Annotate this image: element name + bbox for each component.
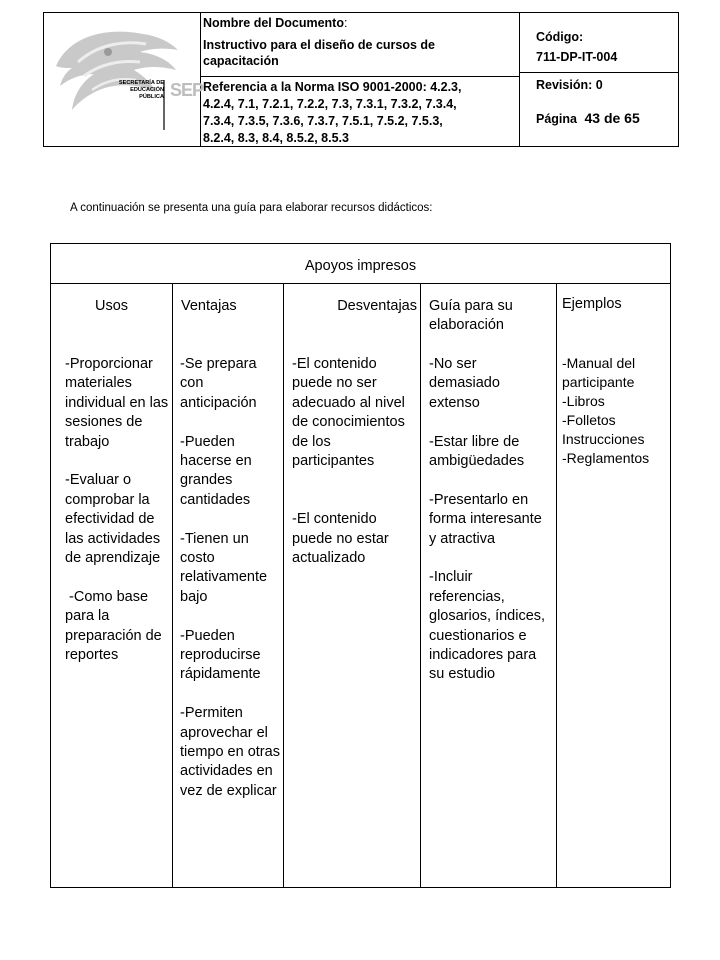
column-header-usos: Usos — [94, 298, 129, 314]
list-item: -Presentarlo en forma interesante y atractiva — [429, 491, 542, 547]
list-item: -Pueden hacerse en grandes cantidades — [180, 433, 252, 508]
iso-reference-block — [203, 79, 515, 147]
iso-reference-line: Referencia a la Norma ISO 9001-2000: 4.2.3, — [203, 80, 462, 94]
iso-reference-line: 8.2.4, 8.3, 8.4, 8.5.2, 8.5.3 — [203, 131, 349, 145]
table-border-top — [50, 243, 671, 244]
list-item: -Manual del participante — [562, 355, 636, 390]
table-title-divider — [50, 283, 671, 284]
page-label: Página — [536, 112, 577, 126]
desventajas-cell — [292, 355, 416, 588]
iso-reference-line: 7.3.4, 7.3.5, 7.3.6, 7.3.7, 7.5.1, 7.5.2, 7.5.3, — [203, 114, 443, 128]
table-col-divider — [283, 283, 284, 888]
column-header-ejemplos: Ejemplos — [562, 296, 622, 312]
header-right-divider — [519, 72, 678, 73]
logo-institution-text: SECRETARÍA DE EDUCACIÓN PÚBLICA — [118, 80, 164, 100]
list-item: -El contenido puede no ser adecuado al nivel de conocimientos de los participantes — [292, 356, 405, 470]
header-divider-2 — [519, 12, 520, 147]
list-item: -Incluir referencias, glosarios, índices, cuestionarios e indicadores para su estudio — [429, 569, 546, 683]
guia-cell — [429, 355, 547, 704]
list-item: -Proporcionar materiales individual en las sesiones de trabajo — [65, 356, 169, 450]
table-title: Apoyos impresos — [304, 258, 417, 274]
page-value: 43 de 65 — [584, 110, 640, 126]
logo-sep-text: SEP — [170, 80, 204, 100]
list-item: -Permiten aprovechar el tiempo en otras actividades en vez de explicar — [180, 705, 280, 799]
header-border-left — [43, 12, 44, 147]
list-item: -Reglamentos — [562, 450, 650, 466]
table-col-divider — [556, 283, 557, 888]
intro-text: A continuación se presenta una guía para elaborar recursos didácticos: — [70, 202, 433, 214]
header-row-divider — [200, 76, 519, 77]
list-item: -Se prepara con anticipación — [180, 356, 257, 411]
list-item: -Tienen un costo relativamente bajo — [180, 530, 268, 605]
list-item: -No ser demasiado extenso — [429, 356, 500, 411]
list-item: -Evaluar o comprobar la efectividad de las actividades de aprendizaje — [65, 472, 161, 567]
code-label: Código: — [536, 30, 584, 44]
page-number-block — [536, 110, 640, 127]
document-name-label: Nombre del Documento — [203, 16, 344, 30]
ventajas-cell — [180, 355, 282, 821]
column-header-ventajas: Ventajas — [181, 298, 237, 314]
list-item: -Como base para la preparación de reportes — [65, 588, 166, 664]
table-border-right — [670, 243, 671, 888]
code-value: 711-DP-IT-004 — [536, 50, 618, 64]
list-item: -Folletos Instrucciones — [562, 412, 645, 447]
sep-logo — [48, 18, 204, 136]
table-col-divider — [420, 283, 421, 888]
header-border-right — [678, 12, 679, 147]
list-item: -Libros — [562, 393, 605, 409]
iso-reference-line: 4.2.4, 7.1, 7.2.1, 7.2.2, 7.3, 7.3.1, 7.3.2, 7.3.4, — [203, 97, 457, 111]
document-title-line2: capacitación — [203, 54, 279, 68]
ejemplos-cell — [562, 354, 668, 468]
document-title-line1: Instructivo para el diseño de cursos de — [203, 38, 436, 52]
column-header-desventajas: Desventajas — [337, 298, 417, 314]
table-border-bottom — [50, 887, 671, 888]
list-item: -Estar libre de ambigüedades — [429, 433, 525, 470]
eagle-emblem-icon — [48, 18, 198, 136]
header-border-top — [43, 12, 679, 13]
list-item: -El contenido puede no estar actualizado — [292, 511, 389, 567]
list-item: -Pueden reproducirse rápidamente — [180, 627, 261, 683]
column-header-guia: Guía para su elaboración — [429, 298, 513, 334]
table-border-left — [50, 243, 51, 888]
revision-text: Revisión: 0 — [536, 78, 603, 92]
document-name-block: Nombre del Documento: Instructivo para el diseño de cursos de capacitación — [203, 15, 515, 69]
usos-cell — [65, 355, 173, 685]
code-block — [536, 27, 617, 67]
